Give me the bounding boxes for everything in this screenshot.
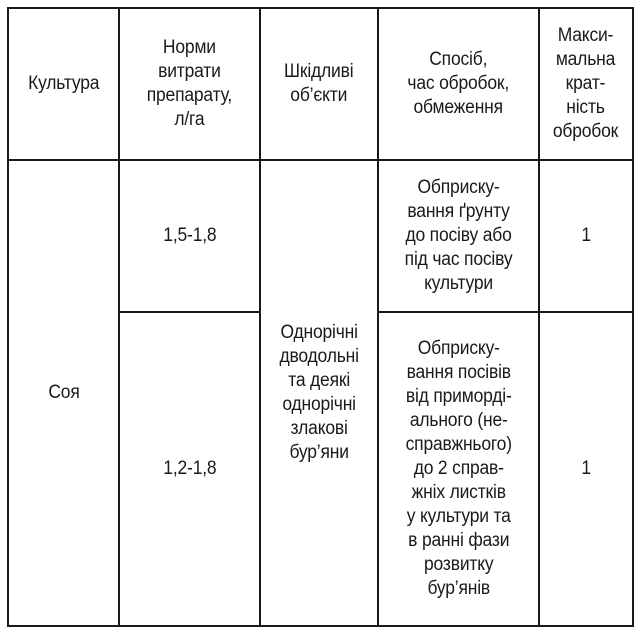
header-rate-label: Норми витрати препарату, л/га (146, 36, 233, 130)
header-max (539, 8, 633, 160)
treatment-table (7, 7, 634, 627)
header-row (8, 8, 633, 160)
crop-cell (8, 160, 119, 626)
targets-value: Однорічні дводольні та деякі однорічні злакові бур’яни (279, 321, 359, 463)
header-method-label: Спосіб, час обробок, обмеження (407, 48, 510, 118)
method-value: Обприску- вання ґрунту до посіву або під час посіву культури (404, 176, 513, 294)
crop-value: Соя (48, 381, 80, 403)
table-row (8, 160, 633, 312)
header-method (378, 8, 539, 160)
header-crop-label: Культура (28, 72, 100, 94)
header-max-label: Макси- мальна крат- ність обробок (553, 24, 619, 142)
method-cell (378, 160, 539, 312)
header-crop (8, 8, 119, 160)
rate-cell (119, 312, 259, 626)
method-cell (378, 312, 539, 626)
header-targets (260, 8, 379, 160)
treatment-table-container (7, 7, 634, 627)
rate-value: 1,5-1,8 (162, 224, 217, 246)
max-cell (539, 160, 633, 312)
header-targets-label: Шкідливі об’єкти (284, 60, 354, 106)
max-value: 1 (581, 224, 591, 246)
method-value: Обприску- вання посівів від приморді- ального (не- справжнього) до 2 справ- жніх листків у культури та в ранні фази розвитку бур’янів (405, 337, 512, 599)
max-cell (539, 312, 633, 626)
rate-value: 1,2-1,8 (162, 457, 217, 479)
rate-cell (119, 160, 259, 312)
header-rate (119, 8, 259, 160)
targets-cell (260, 160, 379, 626)
max-value: 1 (581, 457, 591, 479)
